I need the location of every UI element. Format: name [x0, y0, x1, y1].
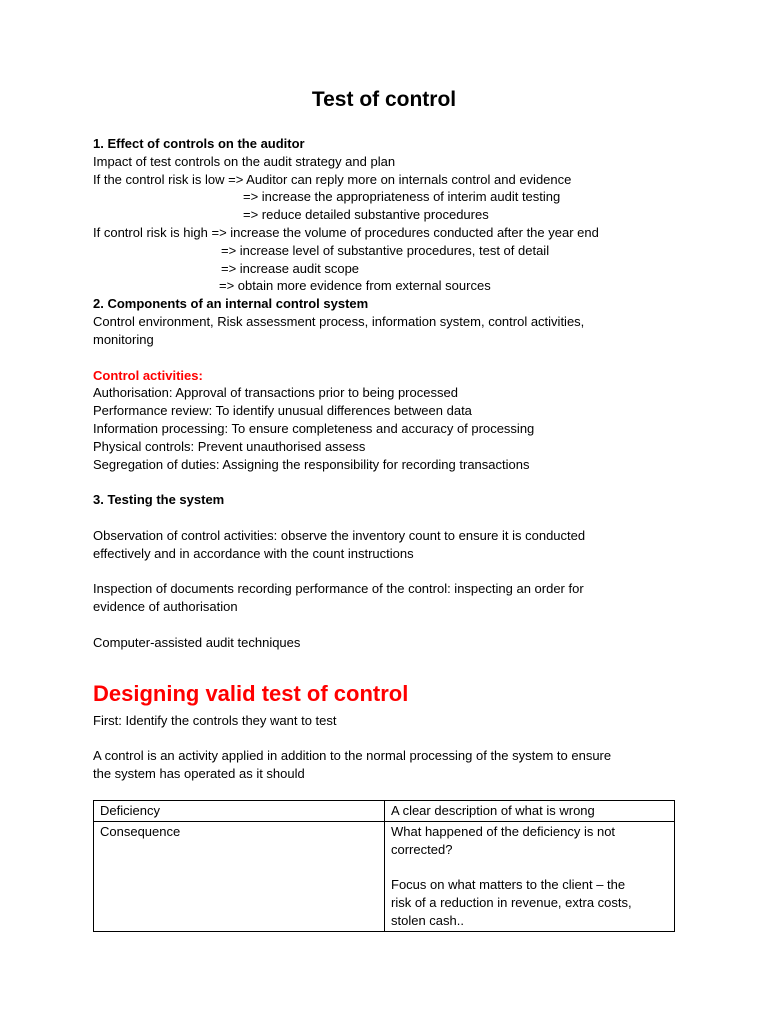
cell-line: corrected? [391, 841, 453, 857]
page-title: Test of control [311, 88, 457, 111]
section1-line: => obtain more evidence from external sources [219, 278, 491, 293]
table-cell: Consequence [94, 821, 385, 931]
table-cell: A clear description of what is wrong [385, 801, 675, 822]
section3-text: Computer-assisted audit techniques [93, 635, 301, 650]
section3-text: Inspection of documents recording performance of the control: inspecting an order for [93, 581, 584, 596]
section3-heading: 3. Testing the system [93, 492, 225, 507]
table-cell: Deficiency [94, 801, 385, 822]
section1-line: => increase audit scope [221, 261, 360, 276]
table-row [94, 821, 675, 931]
control-activity-item: Information processing: To ensure completeness and accuracy of processing [93, 421, 535, 436]
table-row [94, 801, 675, 822]
control-activity-item: Performance review: To identify unusual differences between data [93, 403, 472, 418]
section3-text: evidence of authorisation [93, 599, 238, 614]
cell-line: Focus on what matters to the client – the [391, 877, 626, 893]
designing-text: A control is an activity applied in addition to the normal processing of the system to ensure [93, 748, 612, 763]
section3-text: effectively and in accordance with the count instructions [93, 546, 414, 561]
section1-line: Impact of test controls on the audit strategy and plan [93, 154, 396, 169]
section2-heading: 2. Components of an internal control system [93, 296, 369, 311]
section3-text: Observation of control activities: observe the inventory count to ensure it is conducted [93, 528, 586, 543]
control-activities-heading: Control activities: [93, 368, 203, 383]
cell-line: stolen cash.. [391, 912, 464, 928]
section1-line: => reduce detailed substantive procedures [243, 207, 489, 222]
section2-text: monitoring [93, 332, 154, 347]
designing-heading: Designing valid test of control [93, 681, 409, 706]
cell-line: What happened of the deficiency is not [391, 823, 616, 839]
section1-line: If the control risk is low => Auditor can reply more on internals control and evidence [93, 172, 572, 187]
section2-text: Control environment, Risk assessment process, information system, control activities, [93, 314, 585, 329]
designing-text: the system has operated as it should [93, 766, 305, 781]
deficiency-table [93, 800, 675, 932]
cell-line: risk of a reduction in revenue, extra costs, [391, 894, 632, 910]
control-activity-item: Physical controls: Prevent unauthorised assess [93, 439, 366, 454]
control-activity-item: Authorisation: Approval of transactions prior to being processed [93, 385, 458, 400]
designing-text: First: Identify the controls they want to test [93, 713, 337, 728]
section1-line: If control risk is high => increase the volume of procedures conducted after the year end [93, 225, 599, 240]
table-cell [385, 821, 675, 931]
section1-line: => increase level of substantive procedures, test of detail [221, 243, 550, 258]
section1-line: => increase the appropriateness of interim audit testing [243, 189, 561, 204]
section1-heading: 1. Effect of controls on the auditor [93, 136, 305, 151]
control-activity-item: Segregation of duties: Assigning the responsibility for recording transactions [93, 457, 530, 472]
cell-spacer [391, 858, 668, 876]
